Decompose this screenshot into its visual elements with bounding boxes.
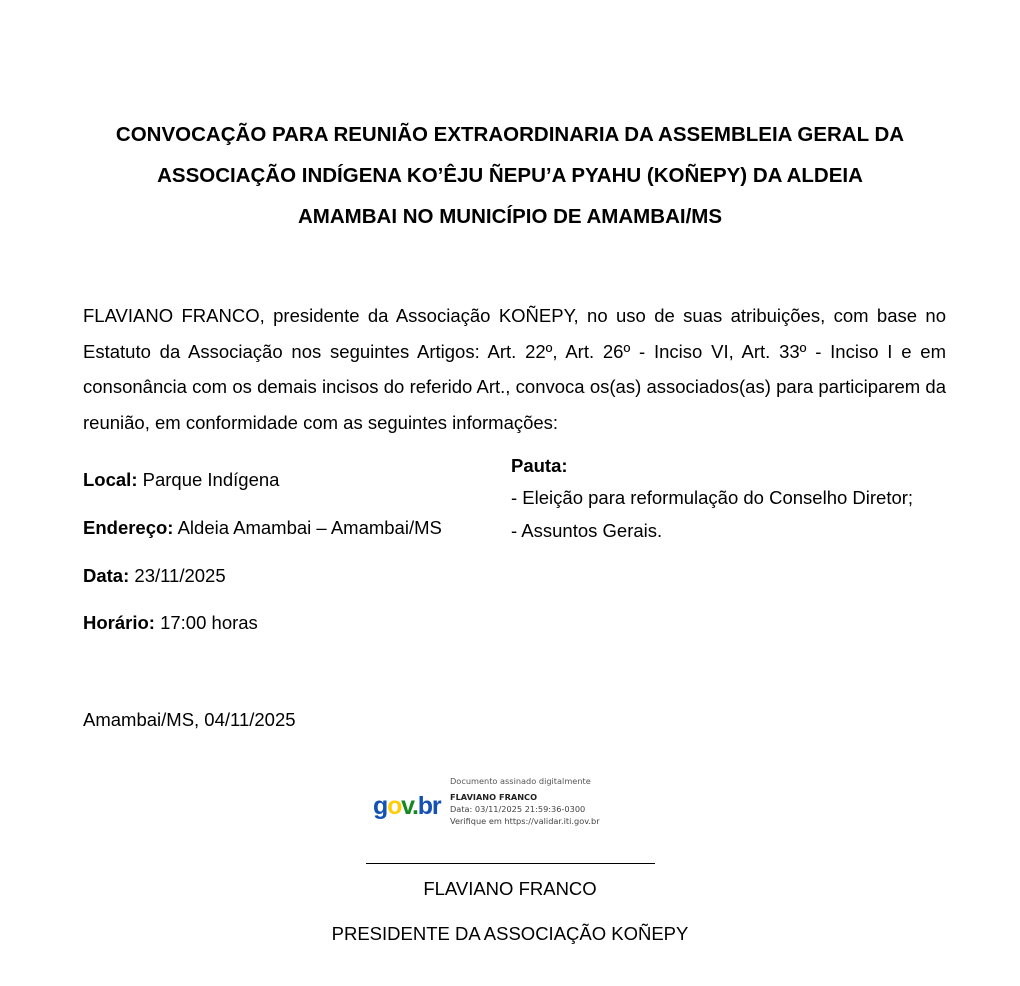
signer-name: FLAVIANO FRANCO — [423, 878, 597, 899]
data-value: 23/11/2025 — [134, 565, 226, 586]
title-line-3: AMAMBAI NO MUNICÍPIO DE AMAMBAI/MS — [297, 205, 723, 228]
gov-br-logo — [372, 785, 444, 825]
digital-signature-stamp — [372, 775, 632, 831]
stamp-header: Documento assinado digitalmente — [450, 776, 591, 786]
endereco-label: Endereço: — [83, 517, 174, 538]
local-value: Parque Indígena — [142, 469, 280, 490]
pauta-item: - Assuntos Gerais. — [511, 520, 663, 541]
intro-paragraph: FLAVIANO FRANCO, presidente da Associação KOÑEPY, no uso de suas atribuições, com base no Estatuto da Associação nos seguintes Artigos: Art. 22º, Art. 26º - Inciso VI, Art. 33º - Inciso I e em consonância com os demais incisos do referido Art., convoca os(as) associados(as) para participarem da reunião, em conformidade com as seguintes informações: — [83, 305, 946, 433]
svg-text:gov.br: gov.br — [373, 792, 441, 820]
horario-field — [83, 611, 258, 635]
data-label: Data: — [83, 565, 130, 586]
endereco-value: Aldeia Amambai – Amambai/MS — [177, 517, 442, 538]
local-label: Local: — [83, 469, 138, 490]
stamp-verify-link[interactable]: Verifique em https://validar.iti.gov.br — [450, 816, 600, 826]
horario-label: Horário: — [83, 612, 155, 633]
stamp-signer: FLAVIANO FRANCO — [450, 792, 538, 802]
title-line-2: ASSOCIAÇÃO INDÍGENA KO’ÊJU ÑEPU’A PYAHU (KOÑEPY) DA ALDEIA — [157, 164, 863, 187]
signer-role: PRESIDENTE DA ASSOCIAÇÃO KOÑEPY — [331, 923, 689, 944]
signature-line — [366, 863, 655, 864]
stamp-date: Data: 03/11/2025 21:59:36-0300 — [450, 804, 586, 814]
place-date: Amambai/MS, 04/11/2025 — [83, 709, 296, 730]
horario-value: 17:00 horas — [160, 612, 258, 633]
title-line-1: CONVOCAÇÃO PARA REUNIÃO EXTRAORDINARIA DA ASSEMBLEIA GERAL DA — [115, 123, 905, 146]
endereco-field — [83, 516, 442, 540]
data-field — [83, 564, 226, 588]
pauta-item: - Eleição para reformulação do Conselho Diretor; — [511, 487, 914, 508]
pauta-title: Pauta: — [511, 455, 568, 476]
document-title — [40, 114, 980, 237]
local-field — [83, 468, 279, 492]
stamp-text — [450, 775, 600, 827]
